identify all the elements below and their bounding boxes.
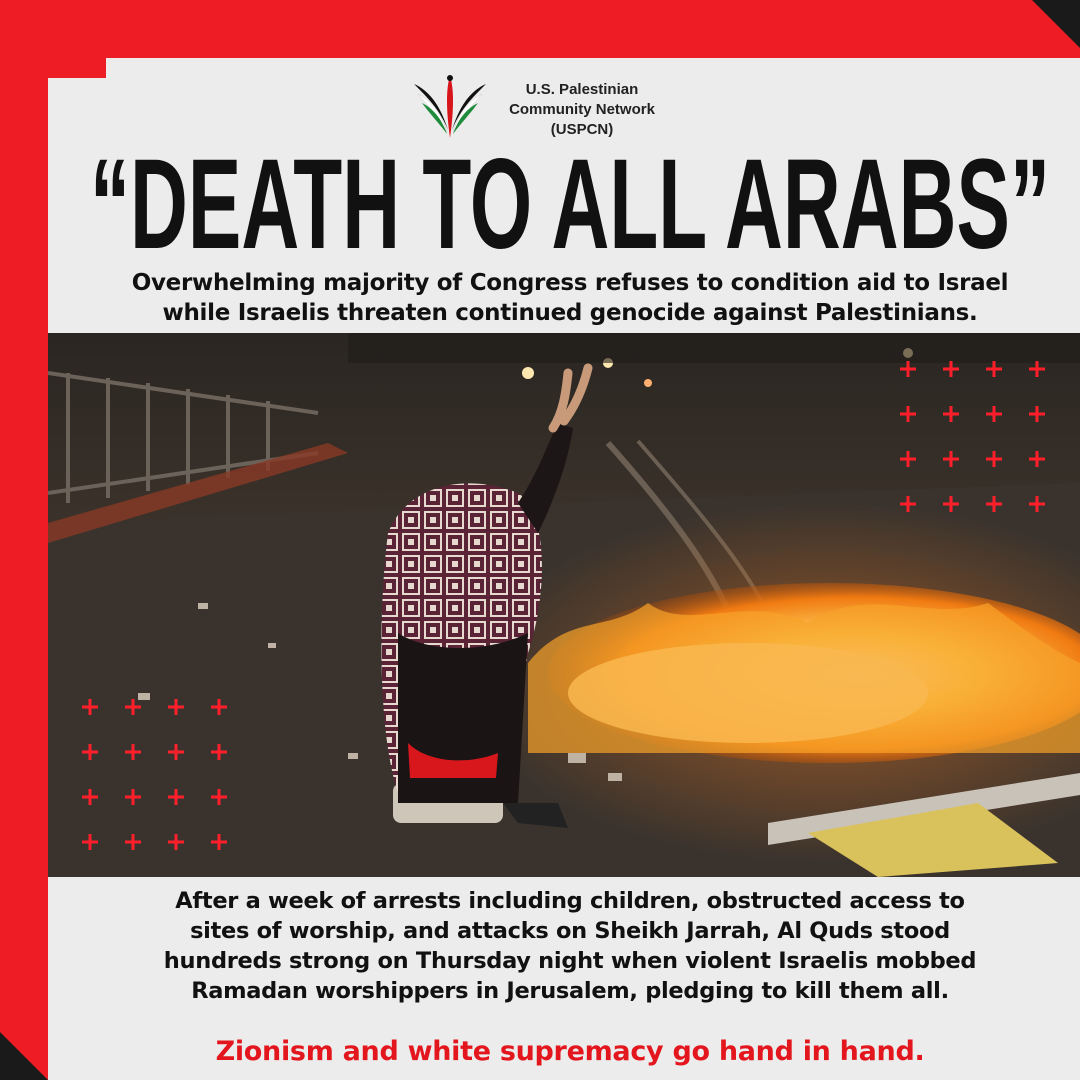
subheadline-line2: while Israelis threaten continued genocide against Palestinians. (162, 300, 978, 326)
body-line2: sites of worship, and attacks on Sheikh Jarrah, Al Quds stood (190, 918, 950, 944)
body-line3: hundreds strong on Thursday night when violent Israelis mobbed (163, 948, 977, 974)
uspcn-logo-icon (410, 70, 490, 140)
body-text (60, 886, 1080, 1006)
org-name-line2: Community Network (509, 101, 655, 118)
headline (60, 140, 1080, 260)
org-name-line1: U.S. Palestinian (525, 81, 639, 98)
protest-photo-illustration (48, 333, 1080, 877)
subheadline-line1: Overwhelming majority of Congress refuses to condition aid to Israel (131, 270, 1009, 296)
tagline: Zionism and white supremacy go hand in hand. (215, 1036, 925, 1067)
org-name (497, 80, 667, 140)
subheadline (60, 268, 1080, 328)
body-line4: Ramadan worshippers in Jerusalem, pledging to kill them all. (191, 978, 949, 1004)
red-notch (48, 58, 106, 78)
body-line1: After a week of arrests including children, obstructed access to (175, 888, 965, 914)
red-border-top (0, 0, 1080, 58)
org-name-line3: (USPCN) (550, 121, 614, 138)
red-border-left (0, 0, 48, 1080)
headline-text: “DEATH TO ALL ARABS” (90, 140, 1050, 260)
protest-photo (48, 333, 1080, 877)
